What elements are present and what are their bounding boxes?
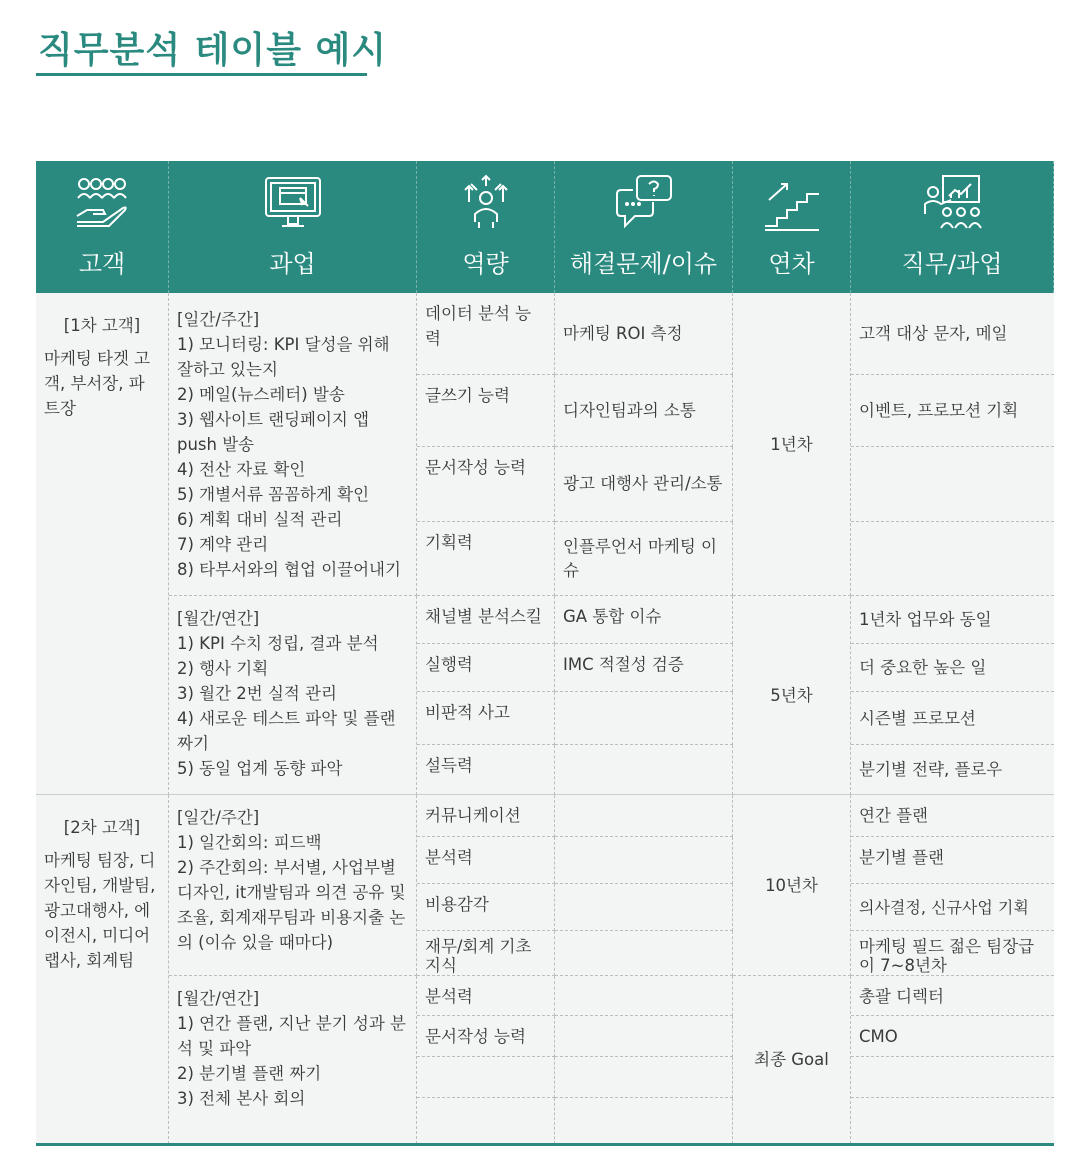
issue-cell: GA 통합 이슈: [555, 596, 733, 644]
duty-cell: 이벤트, 프로모션 기획: [851, 375, 1054, 447]
growth-person-icon: [455, 172, 517, 234]
competency-cell: [417, 1057, 555, 1098]
duty-cell: 마케팅 필드 젊은 팀장급이 7~8년차: [851, 931, 1054, 976]
competency-cell: 분석력: [417, 837, 555, 884]
header-label: 직무/과업: [901, 250, 1003, 278]
header-label: 고객: [78, 250, 126, 278]
job-analysis-table: [36, 161, 1054, 1146]
duty-cell: [851, 447, 1054, 522]
competency-cell: 실행력: [417, 644, 555, 692]
issue-cell: [555, 884, 733, 931]
issue-cell: [555, 931, 733, 976]
people-hand-icon: [71, 172, 133, 234]
header-duty: [851, 161, 1054, 293]
task-cell: [일간/주간] 1) 모니터링: KPI 달성을 위해 잘하고 있는지 2) 메일(뉴스레터) 발송 3) 웹사이트 랜딩페이지 앱 push 발송 4) 전산 자료 확인 5) 개별서류 꼼꼼하게 확인 6) 계획 대비 실적 관리 7) 계약 관리 8) 타부서와의 협업 이끌어내기: [169, 293, 417, 596]
duty-cell: [851, 1098, 1054, 1144]
competency-cell: 재무/회계 기초지식: [417, 931, 555, 976]
duty-cell: [851, 522, 1054, 596]
duty-cell: 1년차 업무와 동일: [851, 596, 1054, 644]
competency-cell: 비판적 사고: [417, 692, 555, 745]
customer-tag: [1차 고객]: [63, 316, 141, 335]
header-years: [733, 161, 851, 293]
task-cell: [월간/연간] 1) KPI 수치 정립, 결과 분석 2) 행사 기획 3) 월간 2번 실적 관리 4) 새로운 테스트 파악 및 플랜 짜기 5) 동일 업계 동향 파악: [169, 596, 417, 795]
monitor-icon: [262, 172, 324, 234]
issue-cell: [555, 745, 733, 795]
years-cell: 1년차: [733, 293, 851, 596]
competency-cell: 문서작성 능력: [417, 447, 555, 522]
page-title: 직무분석 테이블 예시: [38, 30, 388, 71]
customer-secondary-cell: [36, 795, 169, 1144]
issue-cell: [555, 1098, 733, 1144]
header-label: 역량: [462, 250, 509, 278]
duty-cell: 분기별 전략, 플로우: [851, 745, 1054, 795]
competency-cell: 채널별 분석스킬: [417, 596, 555, 644]
duty-cell: 의사결정, 신규사업 기획: [851, 884, 1054, 931]
presentation-team-icon: [921, 172, 983, 234]
issue-cell: IMC 적절성 검증: [555, 644, 733, 692]
competency-cell: 데이터 분석 능력: [417, 293, 555, 375]
issue-cell: [555, 795, 733, 837]
competency-cell: 비용감각: [417, 884, 555, 931]
duty-cell: 분기별 플랜: [851, 837, 1054, 884]
table-bottom-border: [36, 1143, 1054, 1146]
duty-cell: 총괄 디렉터: [851, 976, 1054, 1016]
customer-primary-cell: [36, 293, 169, 795]
speech-bubble-question-icon: [613, 172, 675, 234]
issue-cell: 마케팅 ROI 측정: [555, 293, 733, 375]
issue-cell: [555, 837, 733, 884]
header-task: [169, 161, 417, 293]
years-cell: 10년차: [733, 795, 851, 976]
header-label: 과업: [269, 250, 316, 278]
header-label: 연차: [768, 250, 815, 278]
duty-cell: 연간 플랜: [851, 795, 1054, 837]
task-cell: [월간/연간] 1) 연간 플랜, 지난 분기 성과 분석 및 파악 2) 분기별 플랜 짜기 3) 전체 본사 회의: [169, 976, 417, 1144]
header-label: 해결문제/이슈: [569, 250, 718, 278]
issue-cell: 광고 대행사 관리/소통: [555, 447, 733, 522]
competency-cell: 문서작성 능력: [417, 1016, 555, 1057]
issue-cell: [555, 692, 733, 745]
issue-cell: [555, 1016, 733, 1057]
duty-cell: [851, 1057, 1054, 1098]
issue-cell: [555, 976, 733, 1016]
header-competency: [417, 161, 555, 293]
competency-cell: 커뮤니케이션: [417, 795, 555, 837]
customer-desc: 마케팅 타겟 고객, 부서장, 파트장: [44, 349, 151, 418]
years-cell: 최종 Goal: [733, 976, 851, 1144]
competency-cell: 기획력: [417, 522, 555, 596]
stairs-up-icon: [761, 172, 823, 234]
competency-cell: 글쓰기 능력: [417, 375, 555, 447]
duty-cell: 고객 대상 문자, 메일: [851, 293, 1054, 375]
duty-cell: CMO: [851, 1016, 1054, 1057]
issue-cell: 디자인팀과의 소통: [555, 375, 733, 447]
customer-desc: 마케팅 팀장, 디자인팀, 개발팀, 광고대행사, 에이전시, 미디어랩사, 회계팀: [44, 851, 156, 970]
header-issue: [555, 161, 733, 293]
title-underline: [36, 73, 367, 76]
duty-cell: 더 중요한 높은 일: [851, 644, 1054, 692]
issue-cell: [555, 1057, 733, 1098]
duty-cell: 시즌별 프로모션: [851, 692, 1054, 745]
competency-cell: [417, 1098, 555, 1144]
years-cell: 5년차: [733, 596, 851, 795]
competency-cell: 분석력: [417, 976, 555, 1016]
competency-cell: 설득력: [417, 745, 555, 795]
header-customer: [36, 161, 169, 293]
issue-cell: 인플루언서 마케팅 이슈: [555, 522, 733, 596]
customer-tag: [2차 고객]: [63, 818, 141, 837]
task-cell: [일간/주간] 1) 일간회의: 피드백 2) 주간회의: 부서별, 사업부별 디자인, it개발팀과 의견 공유 및 조율, 회계재무팀과 비용지출 논의 (이슈 있을 때마다): [169, 795, 417, 976]
